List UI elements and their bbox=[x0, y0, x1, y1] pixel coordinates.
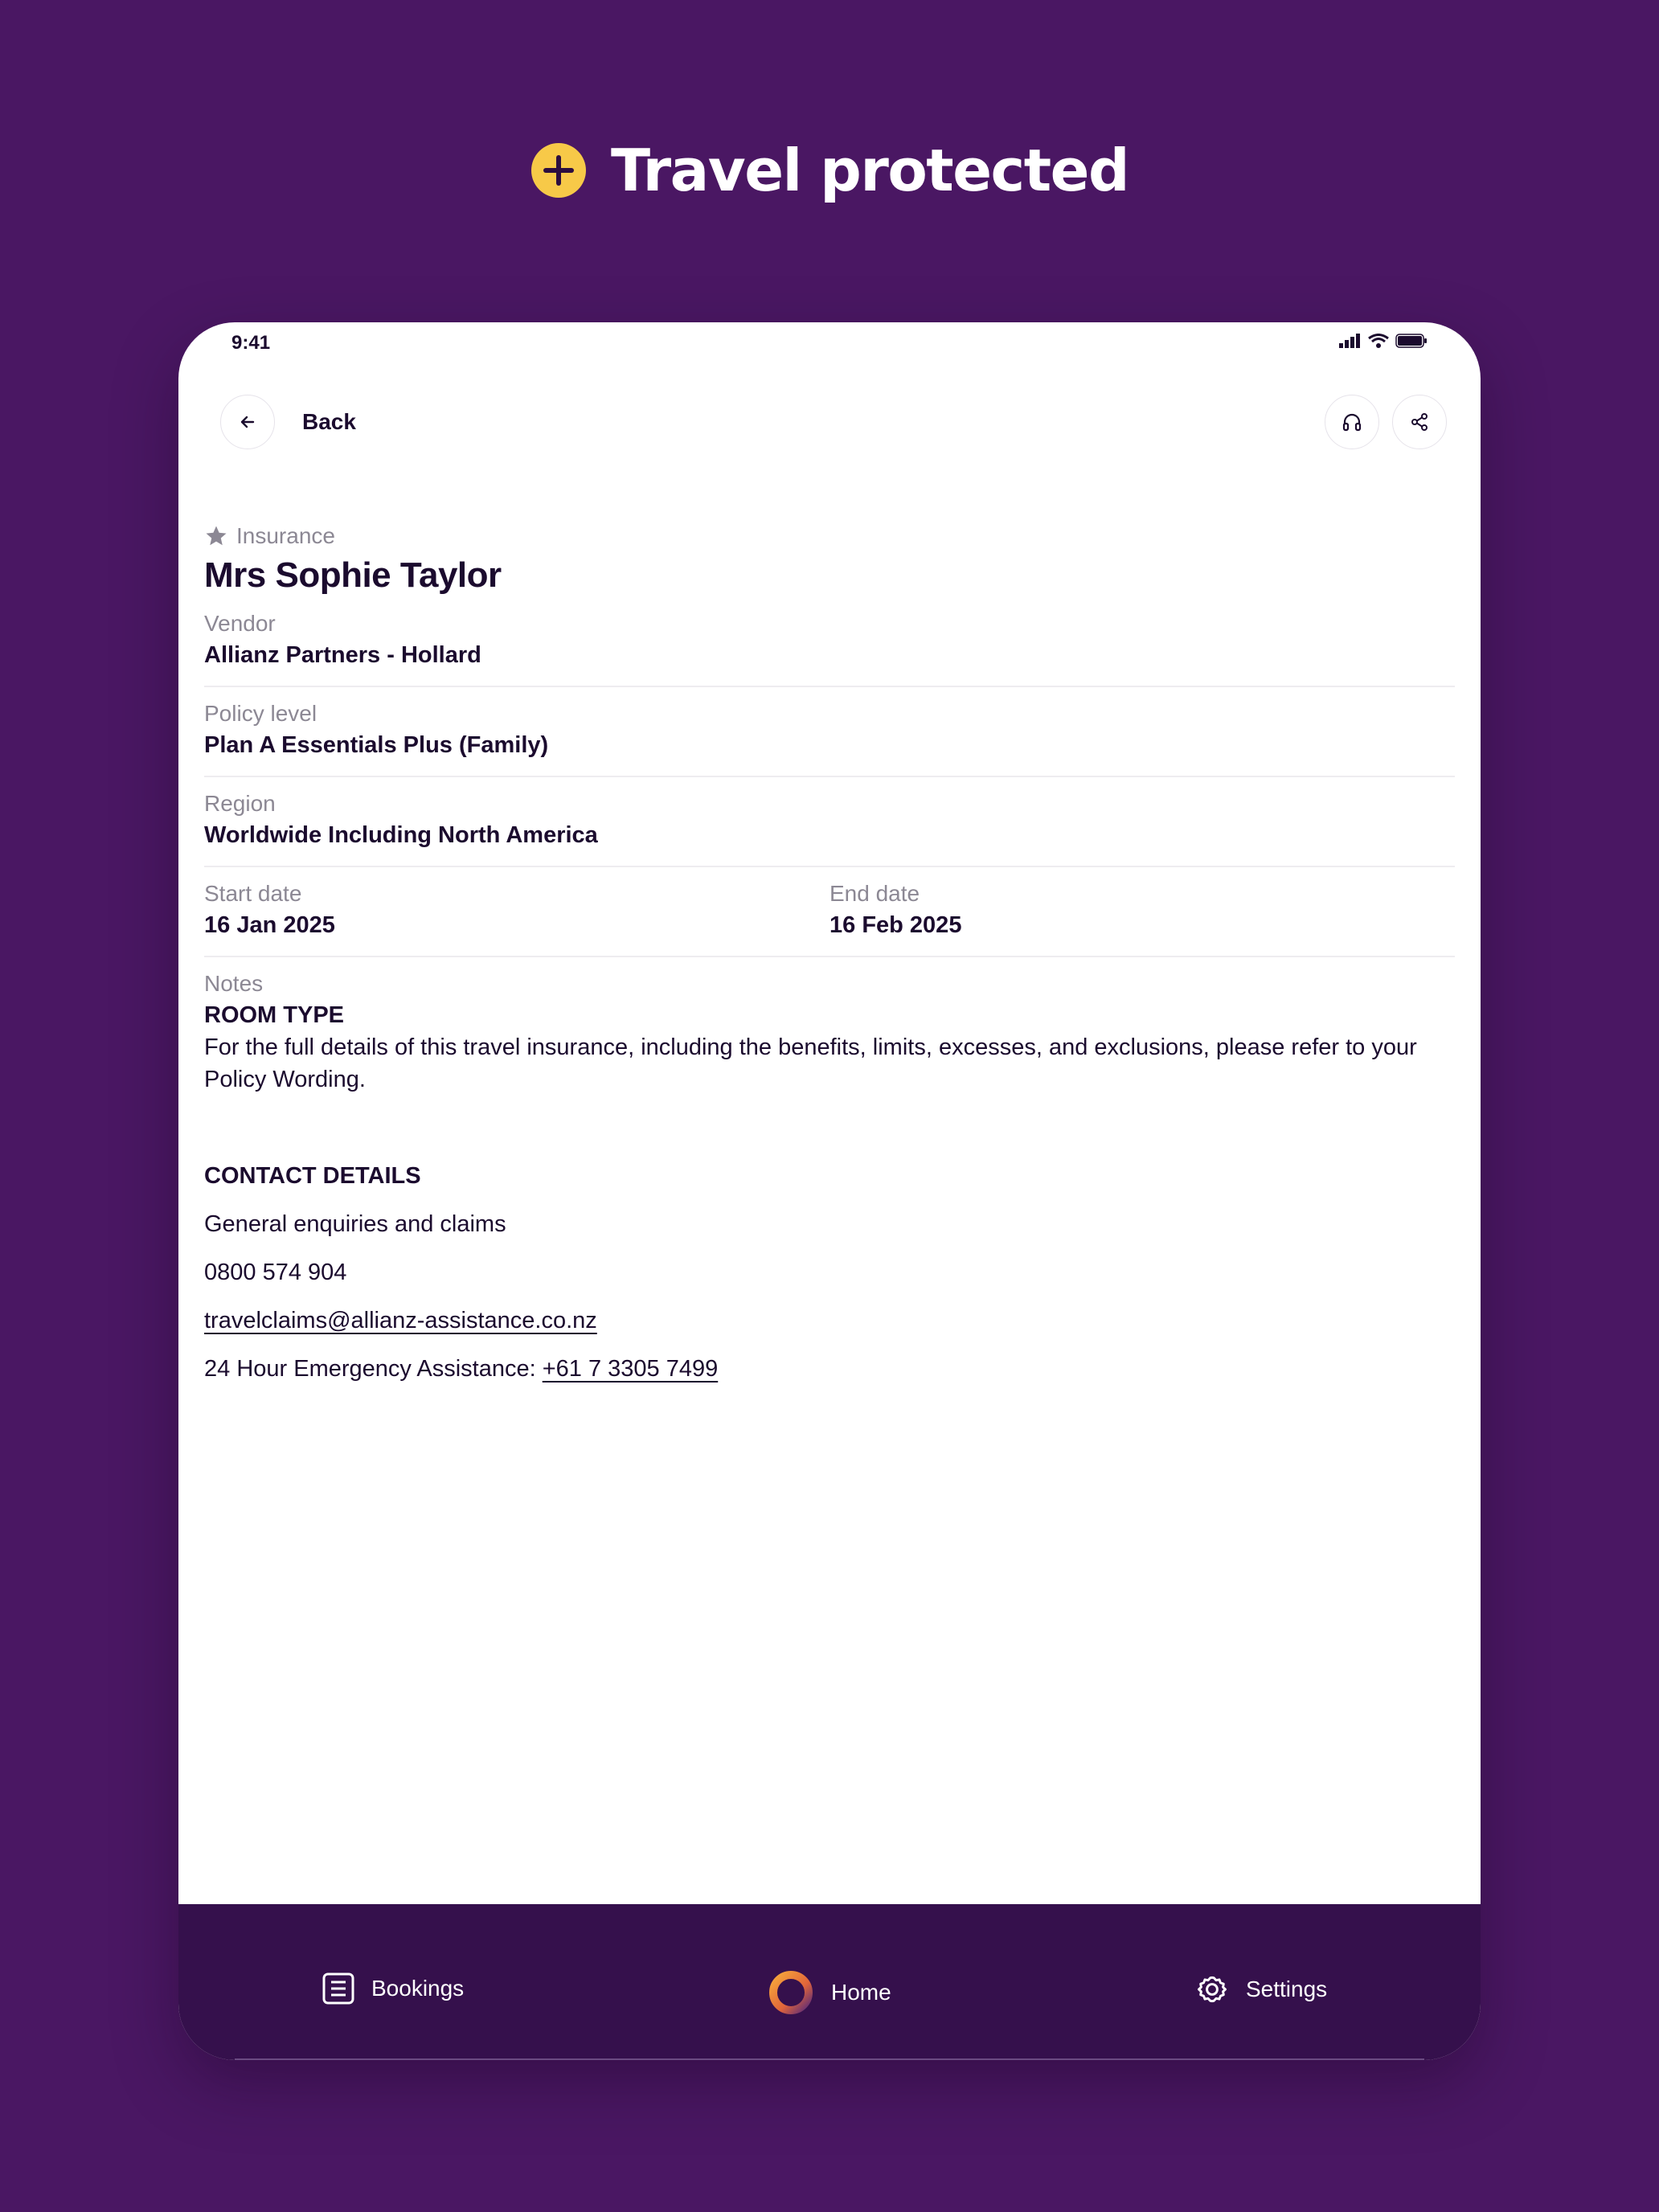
traveller-name: Mrs Sophie Taylor bbox=[204, 555, 502, 595]
tab-home-label: Home bbox=[831, 1980, 891, 2005]
category-text: Insurance bbox=[236, 523, 335, 548]
emergency-phone-link[interactable]: +61 7 3305 7499 bbox=[542, 1356, 719, 1382]
contact-heading: CONTACT DETAILS bbox=[204, 1163, 421, 1189]
notes-section bbox=[204, 957, 1455, 1385]
star-icon bbox=[204, 524, 228, 548]
status-bar bbox=[178, 322, 1481, 371]
end-date-value: 16 Feb 2025 bbox=[830, 912, 962, 938]
share-icon bbox=[1409, 412, 1430, 432]
emergency-line bbox=[204, 1353, 1455, 1385]
status-time: 9:41 bbox=[231, 332, 271, 354]
vendor-value: Allianz Partners - Hollard bbox=[204, 642, 481, 668]
region-value: Worldwide Including North America bbox=[204, 822, 598, 848]
dates-field bbox=[204, 867, 1455, 957]
status-icons bbox=[1339, 334, 1428, 348]
back-button[interactable] bbox=[220, 395, 275, 449]
top-bar bbox=[178, 395, 1481, 451]
gear-icon bbox=[1194, 1972, 1230, 2007]
home-logo-icon bbox=[767, 1968, 815, 2017]
tab-home[interactable] bbox=[767, 1968, 891, 2017]
booking-details bbox=[204, 523, 1455, 1401]
notes-label: Notes bbox=[204, 971, 264, 996]
vendor-label: Vendor bbox=[204, 611, 276, 636]
battery-icon bbox=[1395, 334, 1428, 348]
email-link[interactable]: travelclaims@allianz-assistance.co.nz bbox=[204, 1308, 597, 1333]
wifi-icon bbox=[1368, 334, 1389, 348]
policy-level-label: Policy level bbox=[204, 701, 317, 726]
notes-text: For the full details of this travel insurance, including the benefits, limits, excesses, and exclusions, please refer to your Policy Wording. bbox=[204, 1034, 1417, 1092]
share-button[interactable] bbox=[1392, 395, 1447, 449]
signal-icon bbox=[1339, 334, 1362, 348]
tab-bar bbox=[178, 1904, 1481, 2060]
headphones-icon bbox=[1342, 412, 1362, 432]
start-date-label: Start date bbox=[204, 881, 302, 906]
support-button[interactable] bbox=[1325, 395, 1379, 449]
hero-title: Travel protected bbox=[610, 137, 1129, 204]
emergency-label: 24 Hour Emergency Assistance: bbox=[204, 1356, 543, 1382]
phone-text: 0800 574 904 bbox=[204, 1260, 347, 1285]
category-label bbox=[204, 523, 1455, 549]
region-field bbox=[204, 777, 1455, 867]
start-date-field bbox=[204, 879, 830, 941]
enquiries-text: General enquiries and claims bbox=[204, 1211, 506, 1237]
policy-level-field bbox=[204, 687, 1455, 777]
notes-heading: ROOM TYPE bbox=[204, 1002, 345, 1028]
plus-circle-icon bbox=[530, 142, 587, 199]
start-date-value: 16 Jan 2025 bbox=[204, 912, 335, 938]
end-date-field bbox=[830, 879, 1455, 941]
tab-settings[interactable] bbox=[1194, 1972, 1327, 2007]
tab-bookings[interactable] bbox=[322, 1972, 464, 2005]
bookings-icon bbox=[322, 1972, 355, 2005]
end-date-label: End date bbox=[830, 881, 920, 906]
hero bbox=[0, 137, 1659, 204]
tab-settings-label: Settings bbox=[1246, 1976, 1328, 2001]
vendor-field bbox=[204, 596, 1455, 687]
device-screen bbox=[178, 322, 1481, 2060]
region-label: Region bbox=[204, 791, 276, 816]
policy-level-value: Plan A Essentials Plus (Family) bbox=[204, 732, 549, 758]
back-label[interactable]: Back bbox=[302, 409, 356, 434]
home-indicator bbox=[235, 2058, 1424, 2060]
tab-bookings-label: Bookings bbox=[371, 1976, 465, 2001]
arrow-left-icon bbox=[238, 412, 257, 432]
